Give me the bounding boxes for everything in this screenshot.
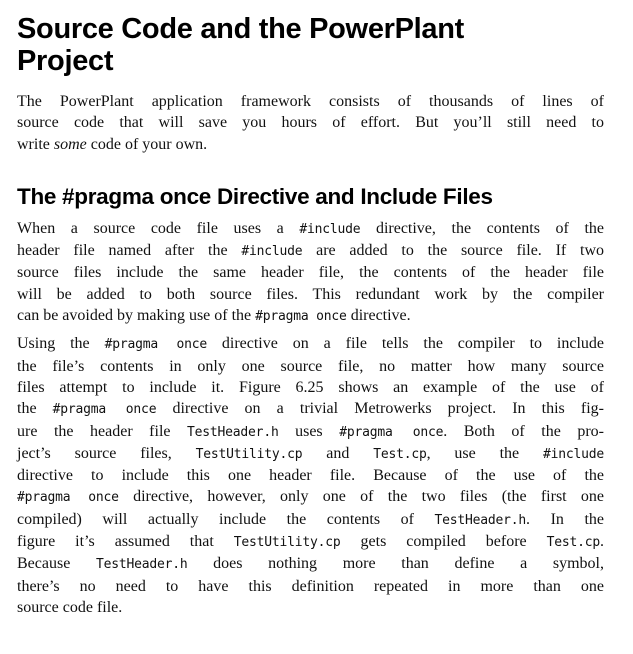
- body-paragraph: [17, 218, 604, 327]
- code-token: Test.cp: [373, 446, 427, 462]
- subsection-heading: The #pragma once Directive and Include Files: [17, 183, 493, 209]
- text-line: source files include the same header file, the contents of the header file: [17, 264, 604, 282]
- text-line: will be added to both source files. This redundant work by the compiler: [17, 285, 604, 303]
- text-line: ure the header file TestHeader.h uses #pragma once. Both of the pro-: [17, 422, 604, 440]
- code-token: TestHeader.h: [187, 424, 279, 440]
- text-line: files attempt to include it. Figure 6.25 shows an example of the use of: [17, 378, 604, 396]
- text-line: The PowerPlant application framework consists of thousands of lines of: [17, 93, 604, 110]
- text-line: When a source code file uses a #include directive, the contents of the: [17, 219, 604, 237]
- text-line: source code file.: [17, 598, 123, 616]
- text-line: can be avoided by making use of the #pragma once directive.: [17, 307, 411, 325]
- text-line: header file named after the #include are added to the source file. If two: [17, 242, 604, 260]
- code-token: TestHeader.h: [95, 557, 188, 573]
- text-line: #pragma once directive, however, only one of the two files (the first one: [17, 488, 604, 506]
- text-line: Because TestHeader.h does nothing more than define a symbol,: [17, 555, 604, 573]
- emphasis: some: [53, 135, 87, 153]
- text-line: figure it’s assumed that TestUtility.cp gets compiled before Test.cp.: [17, 533, 605, 551]
- code-token: #include: [299, 221, 361, 237]
- code-token: #pragma once: [17, 490, 119, 506]
- text-line: compiled) will actually include the contents of TestHeader.h. In the: [17, 510, 605, 528]
- text-line: there’s no need to have this definition repeated in more than one: [17, 577, 604, 595]
- section-title-line: Source Code and the PowerPlant: [17, 13, 465, 45]
- text-line: the file’s contents in only one source file, no matter how many source: [17, 357, 604, 375]
- code-token: #pragma once: [104, 337, 207, 353]
- text-line: write some code of your own.: [17, 135, 208, 153]
- section-title-line: Project: [17, 45, 114, 77]
- text-line: directive to include this one header file. Because of the use of the: [17, 467, 604, 485]
- text-line: the #pragma once directive on a trivial Metrowerks project. In this fig-: [17, 400, 605, 418]
- text-line: Using the #pragma once directive on a file tells the compiler to include: [17, 335, 604, 353]
- code-token: #pragma once: [255, 309, 347, 325]
- code-token: TestHeader.h: [434, 512, 527, 528]
- intro-paragraph: [17, 91, 604, 155]
- body-paragraph: [17, 333, 604, 618]
- text-line: ject’s source files, TestUtility.cp and Test.cp, use the #include: [17, 444, 604, 462]
- code-token: #include: [241, 244, 303, 260]
- text-line: source code that will save you hours of effort. But you’ll still need to: [17, 114, 604, 132]
- code-token: #pragma once: [339, 424, 444, 440]
- code-token: #include: [542, 446, 604, 462]
- section-title: [17, 13, 604, 77]
- code-token: #pragma once: [52, 402, 157, 418]
- document-page: [17, 10, 604, 618]
- code-token: Test.cp: [546, 535, 601, 551]
- code-token: TestUtility.cp: [195, 446, 303, 462]
- code-token: TestUtility.cp: [233, 535, 341, 551]
